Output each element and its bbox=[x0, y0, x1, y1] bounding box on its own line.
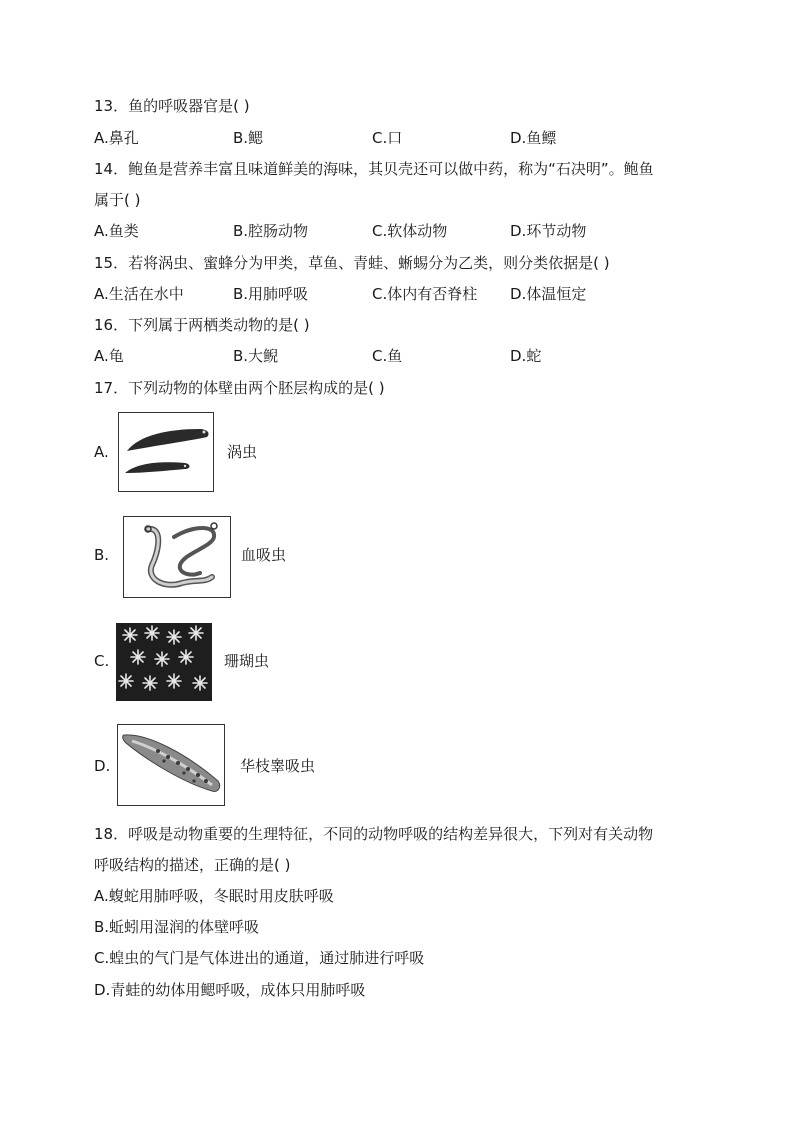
q14-stem-line1: 14．鲍鱼是营养丰富且味道鲜美的海味，其贝壳还可以做中药，称为“石决明”。鲍鱼 bbox=[94, 160, 654, 178]
q14-option-d: D.环节动物 bbox=[510, 222, 587, 240]
coral-polyp-image bbox=[116, 623, 212, 701]
q16-option-d: D.蛇 bbox=[510, 347, 542, 365]
q17-stem: 17．下列动物的体壁由两个胚层构成的是( ) bbox=[94, 379, 385, 397]
q17-option-a bbox=[94, 412, 394, 492]
q14-option-b: B.腔肠动物 bbox=[233, 222, 309, 240]
q17-option-b-name: 血吸虫 bbox=[241, 546, 287, 564]
q17-option-b-letter: B. bbox=[94, 546, 110, 564]
q17-option-d bbox=[94, 724, 414, 806]
q13-option-b: B.鳃 bbox=[233, 129, 264, 147]
q17-option-b bbox=[94, 516, 394, 598]
liver-fluke-image bbox=[117, 724, 225, 806]
q13-option-d: D.鱼鳔 bbox=[510, 129, 557, 147]
q17-option-a-name: 涡虫 bbox=[227, 443, 258, 461]
q17-option-c bbox=[94, 623, 394, 703]
schistosome-image bbox=[123, 516, 231, 598]
q14-option-c: C.软体动物 bbox=[372, 222, 448, 240]
q13-stem: 13．鱼的呼吸器官是( ) bbox=[94, 97, 250, 115]
q17-option-c-name: 珊瑚虫 bbox=[224, 652, 270, 670]
q15-option-d: D.体温恒定 bbox=[510, 285, 587, 303]
q15-option-c: C.体内有否脊柱 bbox=[372, 285, 478, 303]
q13-option-c: C.口 bbox=[372, 129, 403, 147]
q16-option-a: A.龟 bbox=[94, 347, 124, 365]
q17-option-c-letter: C. bbox=[94, 652, 110, 670]
q16-stem: 16．下列属于两栖类动物的是( ) bbox=[94, 316, 310, 334]
q16-option-c: C.鱼 bbox=[372, 347, 403, 365]
q16-option-b: B.大鲵 bbox=[233, 347, 279, 365]
q17-option-a-letter: A. bbox=[94, 443, 109, 461]
q15-option-a: A.生活在水中 bbox=[94, 285, 184, 303]
q18-option-c: C.蝗虫的气门是气体进出的通道，通过肺进行呼吸 bbox=[94, 949, 425, 967]
planarian-image bbox=[118, 412, 214, 492]
q14-option-a: A.鱼类 bbox=[94, 222, 139, 240]
q15-stem: 15．若将涡虫、蜜蜂分为甲类，草鱼、青蛙、蜥蜴分为乙类，则分类依据是( ) bbox=[94, 254, 610, 272]
q18-option-d: D.青蛙的幼体用鳃呼吸，成体只用肺呼吸 bbox=[94, 981, 366, 999]
q18-option-a: A.蝮蛇用肺呼吸，冬眠时用皮肤呼吸 bbox=[94, 887, 334, 905]
q17-option-d-name: 华枝睾吸虫 bbox=[240, 757, 316, 775]
q15-option-b: B.用肺呼吸 bbox=[233, 285, 309, 303]
q18-option-b: B.蚯蚓用湿润的体壁呼吸 bbox=[94, 918, 260, 936]
q13-option-a: A.鼻孔 bbox=[94, 129, 139, 147]
q18-stem-line1: 18．呼吸是动物重要的生理特征，不同的动物呼吸的结构差异很大，下列对有关动物 bbox=[94, 825, 654, 843]
q18-stem-line2: 呼吸结构的描述，正确的是( ) bbox=[94, 856, 291, 874]
q17-option-d-letter: D. bbox=[94, 757, 111, 775]
q14-stem-line2: 属于( ) bbox=[94, 191, 141, 209]
